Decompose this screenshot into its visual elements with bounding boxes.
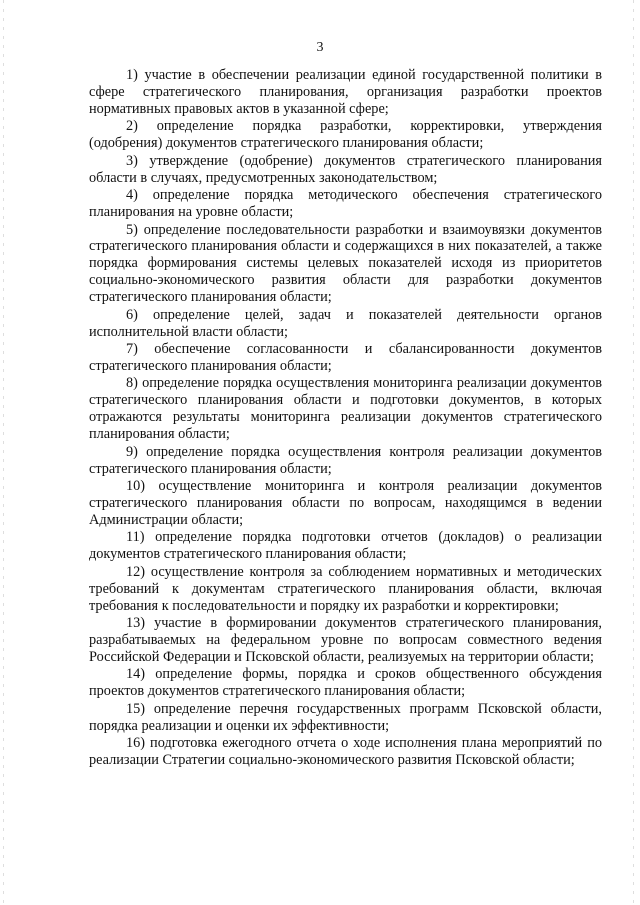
scan-edge-left [3, 0, 4, 905]
list-item: 5) определение последовательности разработки и взаимоувязки документов стратегического планирования области и содержащихся в них показателей, а также порядка формирования системы целевых показателей исходя из приоритетов социально-экономического развития области для разработки документов стратегического планирования области; [89, 221, 602, 306]
list-item: 14) определение формы, порядка и сроков общественного обсуждения проектов документов стратегического планирования области; [89, 666, 602, 700]
list-item: 1) участие в обеспечении реализации единой государственной политики в сфере стратегического планирования, организация разработки проектов нормативных правовых актов в указанной сфере; [89, 67, 602, 117]
list-item: 11) определение порядка подготовки отчетов (докладов) о реализации документов стратегического планирования области; [89, 529, 602, 563]
document-body [89, 67, 602, 770]
list-item: 3) утверждение (одобрение) документов стратегического планирования области в случаях, предусмотренных законодательством; [89, 152, 602, 186]
list-item: 6) определение целей, задач и показателей деятельности органов исполнительной власти области; [89, 306, 602, 340]
list-item: 13) участие в формировании документов стратегического планирования, разрабатываемых на федеральном уровне по вопросам совместного ведения Российской Федерации и Псковской области, реализуемых на территории области; [89, 615, 602, 665]
list-item: 15) определение перечня государственных программ Псковской области, порядка реализации и оценки их эффективности; [89, 700, 602, 734]
list-item: 10) осуществление мониторинга и контроля реализации документов стратегического планирования области по вопросам, находящимся в ведении Администрации области; [89, 478, 602, 528]
list-item: 9) определение порядка осуществления контроля реализации документов стратегического планирования области; [89, 443, 602, 477]
list-item: 4) определение порядка методического обеспечения стратегического планирования на уровне области; [89, 187, 602, 221]
list-item: 2) определение порядка разработки, корректировки, утверждения (одобрения) документов стратегического планирования области; [89, 118, 602, 152]
list-item: 7) обеспечение согласованности и сбалансированности документов стратегического планирования области; [89, 341, 602, 374]
list-item: 16) подготовка ежегодного отчета о ходе исполнения плана мероприятий по реализации Стратегии социально-экономического развития Псковской области; [89, 735, 602, 769]
list-item: 12) осуществление контроля за соблюдением нормативных и методических требований к документам стратегического планирования области, включая требования к последовательности и порядку их разработки и корректировки; [89, 563, 602, 614]
list-item: 8) определение порядка осуществления мониторинга реализации документов стратегического планирования области и подготовки документов, в которых отражаются результаты мониторинга реализации документов стратегического планирования области; [89, 375, 602, 443]
page-number: 3 [316, 40, 324, 55]
scan-edge-right [633, 0, 634, 905]
